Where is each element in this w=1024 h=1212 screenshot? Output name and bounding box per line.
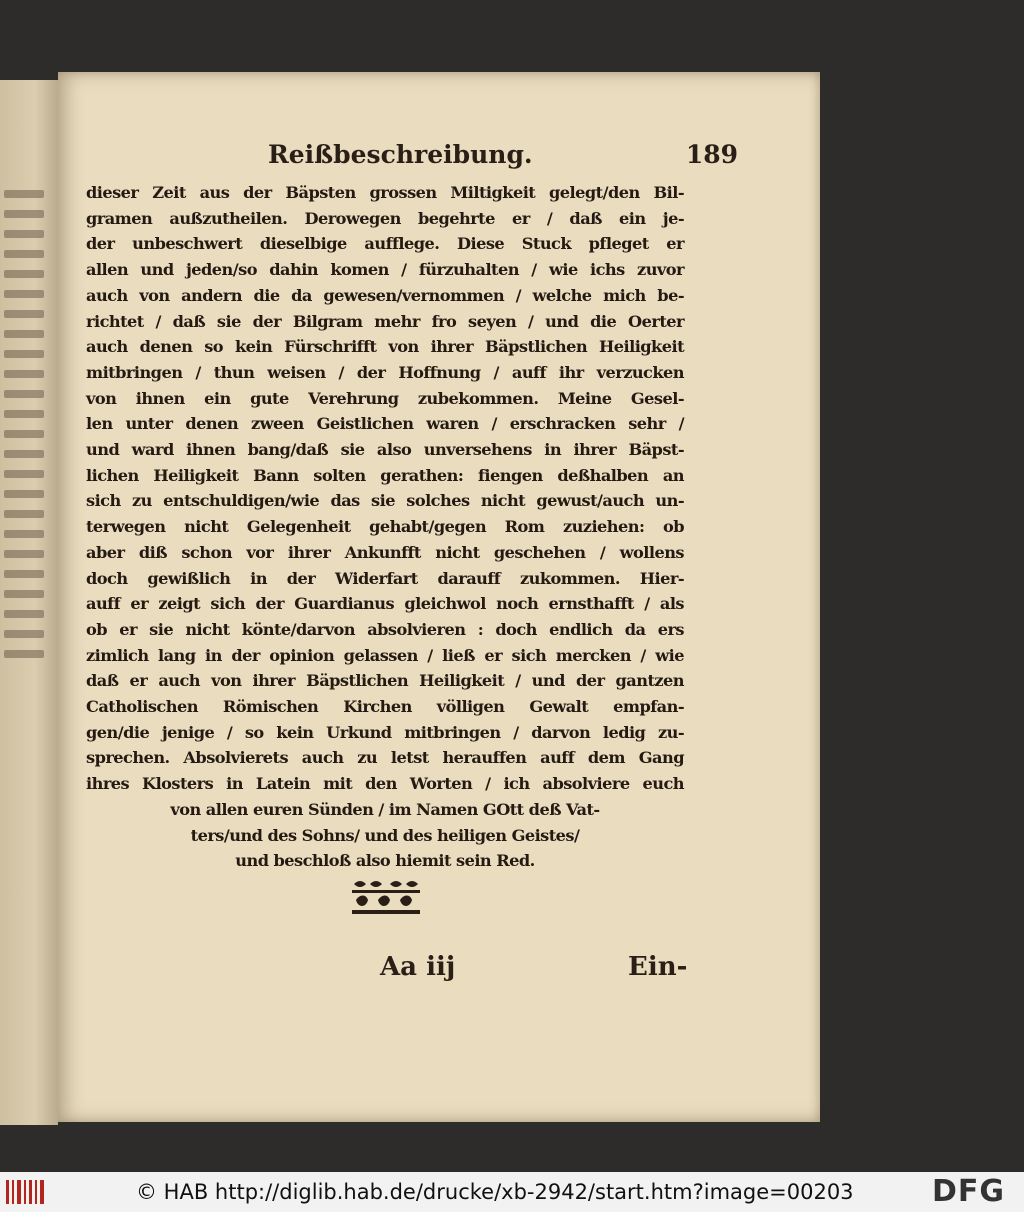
- catchword: Ein-: [628, 952, 688, 982]
- text-line: sprechen. Absolvierets auch zu letst herauffen auff dem Gang: [86, 748, 684, 768]
- text-line: terwegen nicht Gelegenheit gehabt/gegen Rom zuziehen: ob: [86, 517, 684, 537]
- text-line: Catholischen Römischen Kirchen völligen Gewalt empfan-: [86, 697, 684, 717]
- bleed-through-text: [4, 190, 44, 658]
- text-line: auch von andern die da gewesen/vernommen / welche mich be-: [86, 285, 684, 305]
- text-line: dieser Zeit aus der Bäpsten grossen Miltigkeit gelegt/den Bil-: [86, 183, 684, 202]
- text-line: sich zu entschuldigen/wie das sie solches nicht gewust/auch un-: [86, 491, 684, 511]
- text-line: allen und jeden/so dahin komen / fürzuhalten / wie ichs zuvor: [86, 260, 684, 280]
- text-line: ob er sie nicht könte/darvon absolvieren : doch endlich da ers: [86, 619, 684, 639]
- text-line: mitbringen / thun weisen / der Hoffnung / auff ihr verzucken: [86, 362, 684, 382]
- copyright-link[interactable]: © HAB http://diglib.hab.de/drucke/xb-2942/start.htm?image=00203: [136, 1180, 854, 1204]
- text-line: ihres Klosters in Latein mit den Worten / ich absolviere euch: [86, 774, 684, 794]
- book-page: [58, 72, 820, 1122]
- page-title: Reißbeschreibung.: [268, 140, 533, 169]
- text-line: gramen außzutheilen. Derowegen begehrte er / daß ein je-: [86, 208, 684, 228]
- text-line: doch gewißlich in der Widerfart darauff zukommen. Hier-: [86, 568, 684, 588]
- signature-mark: Aa iij: [380, 952, 456, 982]
- hab-barcode-logo-icon: [4, 1176, 48, 1208]
- text-line: daß er auch von ihrer Bäpstlichen Heiligkeit / und der gantzen: [86, 671, 684, 691]
- text-line: auch denen so kein Fürschrifft von ihrer Bäpstlichen Heiligkeit: [86, 337, 684, 357]
- running-header: [268, 140, 738, 176]
- text-line: der unbeschwert dieselbige aufflege. Diese Stuck pfleget er: [86, 234, 684, 254]
- viewer-footer: [0, 1172, 1024, 1212]
- text-line: richtet / daß sie der Bilgram mehr fro seyen / und die Oerter: [86, 311, 684, 331]
- text-line: und beschloß also hiemit sein Red.: [235, 851, 535, 871]
- text-line: gen/die jenige / so kein Urkund mitbringen / darvon ledig zu-: [86, 722, 684, 742]
- body-text: [86, 180, 684, 874]
- text-line: von ihnen ein gute Verehrung zubekommen. Meine Gesel-: [86, 388, 684, 408]
- text-line: aber diß schon vor ihrer Ankunfft nicht geschehen / wollens: [86, 542, 684, 562]
- page-number: 189: [685, 140, 738, 169]
- text-line: len unter denen zween Geistlichen waren / erschracken sehr /: [86, 414, 684, 434]
- text-line: und ward ihnen bang/daß sie also unversehens in ihrer Bäpst-: [86, 440, 684, 460]
- printer-ornament-icon: [350, 878, 422, 918]
- text-line: ters/und des Sohns/ und des heiligen Geistes/: [190, 825, 580, 845]
- text-line: von allen euren Sünden / im Namen GOtt deß Vat-: [170, 799, 600, 819]
- text-line: lichen Heiligkeit Bann solten gerathen: fiengen deßhalben an: [86, 465, 684, 485]
- previous-page-edge: [0, 80, 58, 1125]
- text-line: auff er zeigt sich der Guardianus gleichwol noch ernsthafft / als: [86, 594, 684, 614]
- dfg-logo: DFG: [932, 1174, 1006, 1209]
- text-line: zimlich lang in der opinion gelassen / ließ er sich mercken / wie: [86, 645, 684, 665]
